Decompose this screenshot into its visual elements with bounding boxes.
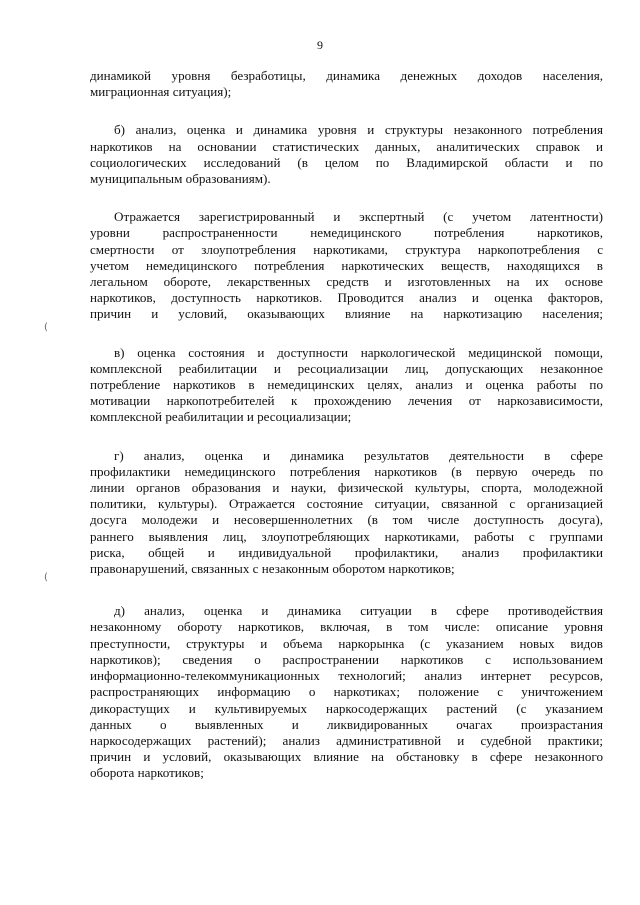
page-number: 9 [317,38,323,52]
text-line: легальном обороте, лекарственных средств и изготовленных на их основе [90,274,603,290]
text-line: мотивации наркопотребителей к прохождению лечения от наркозависимости, [90,393,603,409]
paragraph-d [90,603,603,781]
text-line: муниципальным образованиям). [90,171,271,187]
text-line: причин и условий, оказывающих влияние на наркотизацию населения; [90,306,603,322]
text-line: в) оценка состояния и доступности наркологической медицинской помощи, [114,344,603,360]
text-line: наркосодержащих растений); анализ административной и судебной практики; [90,732,603,748]
text-line: миграционная ситуация); [90,84,232,100]
text-line: наркотиков на основании статистических данных, аналитических справок и [90,138,603,154]
document-body [90,68,603,782]
text-line: раннего выявления лиц, злоупотребляющих наркотиками, работы с группами [90,528,603,544]
text-line: комплексной реабилитации и ресоциализации лиц, допускающих незаконное [90,360,603,376]
text-line: политики, культуры). Отражается состояние ситуации, связанной с организацией [90,496,603,512]
paragraph-reflected [90,209,603,322]
text-line: г) анализ, оценка и динамика результатов деятельности в сфере [114,447,603,463]
text-line: комплексной реабилитации и ресоциализации; [90,409,352,425]
text-line: линии органов образования и науки, физической культуры, спорта, молодежной [90,480,603,496]
text-line: причин и условий, оказывающих влияние на обстановку в сфере незаконного [90,749,603,765]
text-line: д) анализ, оценка и динамика ситуации в сфере противодействия [114,603,603,619]
text-line: наркотиков, доступность наркотиков. Проводится анализ и оценка факторов, [90,290,603,306]
paragraph-g [90,448,603,578]
text-line: оборота наркотиков; [90,765,204,781]
text-line: потребление наркотиков в немедицинских целях, анализ и оценка работы по [90,377,603,393]
text-line: профилактики немедицинского потребления наркотиков (в первую очередь по [90,463,603,479]
scan-mark: ( [44,572,48,583]
text-line: б) анализ, оценка и динамика уровня и структуры незаконного потребления [114,122,603,138]
text-line: риска, общей и индивидуальной профилактики, анализ профилактики [90,544,603,560]
text-line: информационно-телекоммуникационных технологий; анализ интернет ресурсов, [90,668,603,684]
text-line: наркотиков); сведения о распространении наркотиков с использованием [90,651,603,667]
text-line: динамикой уровня безработицы, динамика денежных доходов населения, [90,68,603,83]
text-line: социологических исследований (в целом по Владимирской области и по [90,154,603,170]
paragraph-continuation [90,68,603,100]
text-line: незаконному обороту наркотиков, включая, в том числе: описание уровня [90,619,603,635]
text-line: досуга молодежи и несовершеннолетних (в том числе доступность досуга), [90,512,603,528]
text-line: учетом немедицинского потребления наркотических веществ, находящихся в [90,257,603,273]
text-line: данных о выявленных и ликвидированных очагах произрастания [90,716,603,732]
text-line: Отражается зарегистрированный и экспертный (с учетом латентности) [114,209,603,225]
text-line: преступности, структуры и объема наркорынка (с указанием новых видов [90,635,603,651]
text-line: распространяющих информацию о наркотиках; положение с уничтожением [90,684,603,700]
scan-mark: ( [44,322,48,333]
text-line: уровни распространенности немедицинского потребления наркотиков, [90,225,603,241]
paragraph-b [90,122,603,187]
text-line: правонарушений, связанных с незаконным оборотом наркотиков; [90,561,455,577]
text-line: смертности от злоупотребления наркотиками, структура наркопотребления с [90,241,603,257]
paragraph-v [90,345,603,426]
text-line: дикорастущих и культивируемых наркосодержащих растений (с указанием [90,700,603,716]
